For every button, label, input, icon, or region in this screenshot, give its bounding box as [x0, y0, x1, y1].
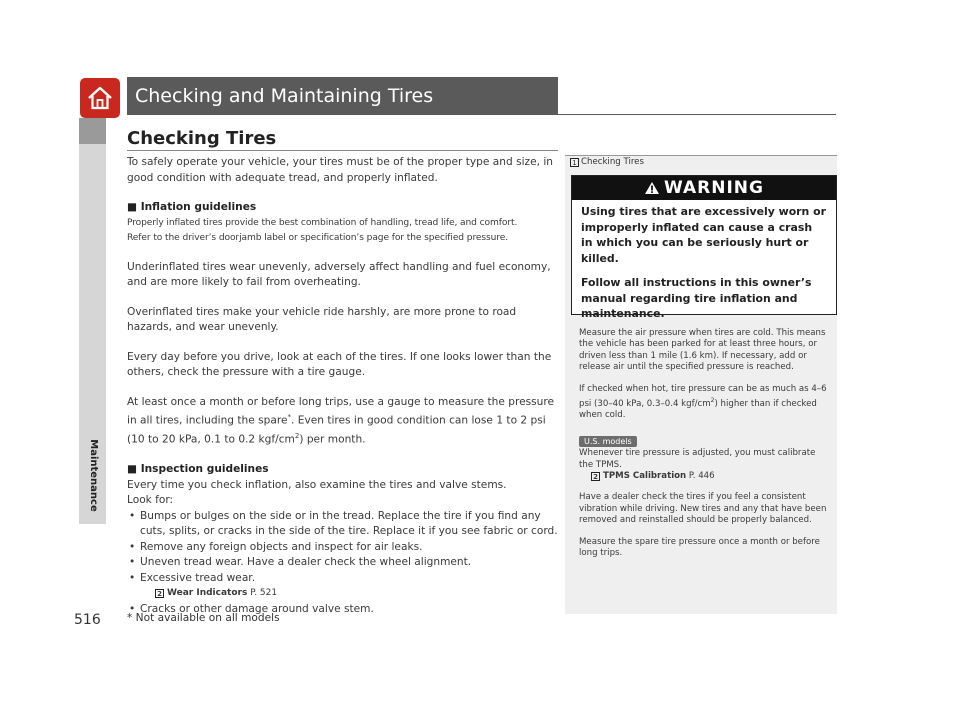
home-button[interactable] [80, 78, 120, 118]
inflation-line2: Refer to the driver’s doorjamb label or specification’s page for the specified pressure. [127, 232, 509, 243]
note-hot-pressure: If checked when hot, tire pressure can be as much as 4–6 psi (30–40 kPa, 0.3–0.4 kgf/$cm^2$) higher than if checked when cold. [579, 383, 827, 421]
list-item: • Remove any foreign objects and inspect for air leaks. [129, 540, 423, 553]
overinflated-paragraph: Overinflated tires make your vehicle ride harshly, are more prone to road hazards, and wear unevenly. [127, 305, 517, 333]
sidebar-notes [579, 328, 831, 559]
list-item: • Cracks or other damage around valve stem. [129, 602, 374, 615]
inspection-intro: Every time you check inflation, also examine the tires and valve stems. [127, 478, 507, 491]
note-dealer: Have a dealer check the tires if you feel a consistent vibration while driving. New tires and any that have been removed and reinstalled should be properly balanced. [579, 492, 827, 526]
header-rule [558, 114, 836, 115]
inspection-heading: ■ Inspection guidelines [127, 463, 269, 476]
footnote: * Not available on all models [127, 612, 280, 624]
monthly-paragraph: At least once a month or before long trips, use a gauge to measure the pressure in all tires, including the spare*. Even tires in good condition can lose 1 to 2 psi (10 to 20 kPa, 0.1 to 0.2 kgf/$cm^2$) per month. [127, 395, 555, 446]
sidebar-heading: 1 Checking Tires [570, 157, 644, 167]
every-day-paragraph: Every day before you drive, look at each of the tires. If one looks lower than the others, check the pressure with a tire gauge. [127, 350, 552, 378]
warning-box [571, 175, 837, 320]
underinflated-paragraph: Underinflated tires wear unevenly, adversely affect handling and fuel economy, and are more likely to fail from overheating. [127, 260, 551, 288]
title-rule [127, 150, 558, 151]
inspection-list [127, 509, 559, 587]
section-title: Checking Tires [127, 128, 277, 149]
list-item: • Excessive tread wear. [129, 571, 256, 584]
chapter-title: Checking and Maintaining Tires [135, 85, 434, 107]
chapter-header [127, 77, 558, 115]
inflation-heading: ■ Inflation guidelines [127, 201, 257, 213]
page-number: 516 [74, 612, 101, 628]
note-tpms: Whenever tire pressure is adjusted, you must calibrate the TPMS. [579, 448, 816, 470]
look-for: Look for: [127, 494, 174, 507]
side-label: Maintenance [87, 438, 99, 512]
intro-paragraph: To safely operate your vehicle, your tires must be of the proper type and size, in good condition with adequate tread, and properly inflated. [127, 156, 554, 184]
list-item: • Bumps or bulges on the side or in the tread. Replace the tire if you find any cuts, splits, or cracks in the side of the tire. Replace it if you see fabric or cord. [129, 509, 558, 538]
note-spare: Measure the spare tire pressure once a month or before long trips. [579, 536, 820, 558]
warning-header: WARNING [572, 176, 836, 200]
us-models-badge: U.S. models [579, 436, 637, 447]
tpms-calibration-link[interactable]: 2 TPMS Calibration P. 446 [579, 471, 831, 482]
xref-arrow-icon: 2 [591, 472, 600, 481]
inflation-line1: Properly inflated tires provide the best combination of handling, tread life, and comfort. [127, 217, 518, 228]
main-column [127, 155, 559, 617]
warning-triangle-icon [644, 181, 660, 195]
notes-sidebar [565, 155, 837, 614]
home-icon [86, 85, 114, 111]
wear-indicators-link[interactable]: 2 Wear Indicators P. 521 [127, 586, 559, 602]
note-marker-icon: 1 [570, 158, 579, 167]
note-cold-pressure: Measure the air pressure when tires are cold. This means the vehicle has been parked for at least three hours, or driven less than 1 mile (1.6 km). If necessary, add or release air until the specified pressure is reached. [579, 328, 826, 373]
side-tab-top [79, 118, 106, 144]
warning-text: Using tires that are excessively worn or improperly inflated can cause a crash in which you can be seriously hurt or killed. Follow all instructions in this owner’s manual regarding tire inflation and maintenance. [581, 205, 826, 320]
xref-arrow-icon: 2 [155, 589, 164, 598]
list-item: • Uneven tread wear. Have a dealer check the wheel alignment. [129, 556, 472, 569]
